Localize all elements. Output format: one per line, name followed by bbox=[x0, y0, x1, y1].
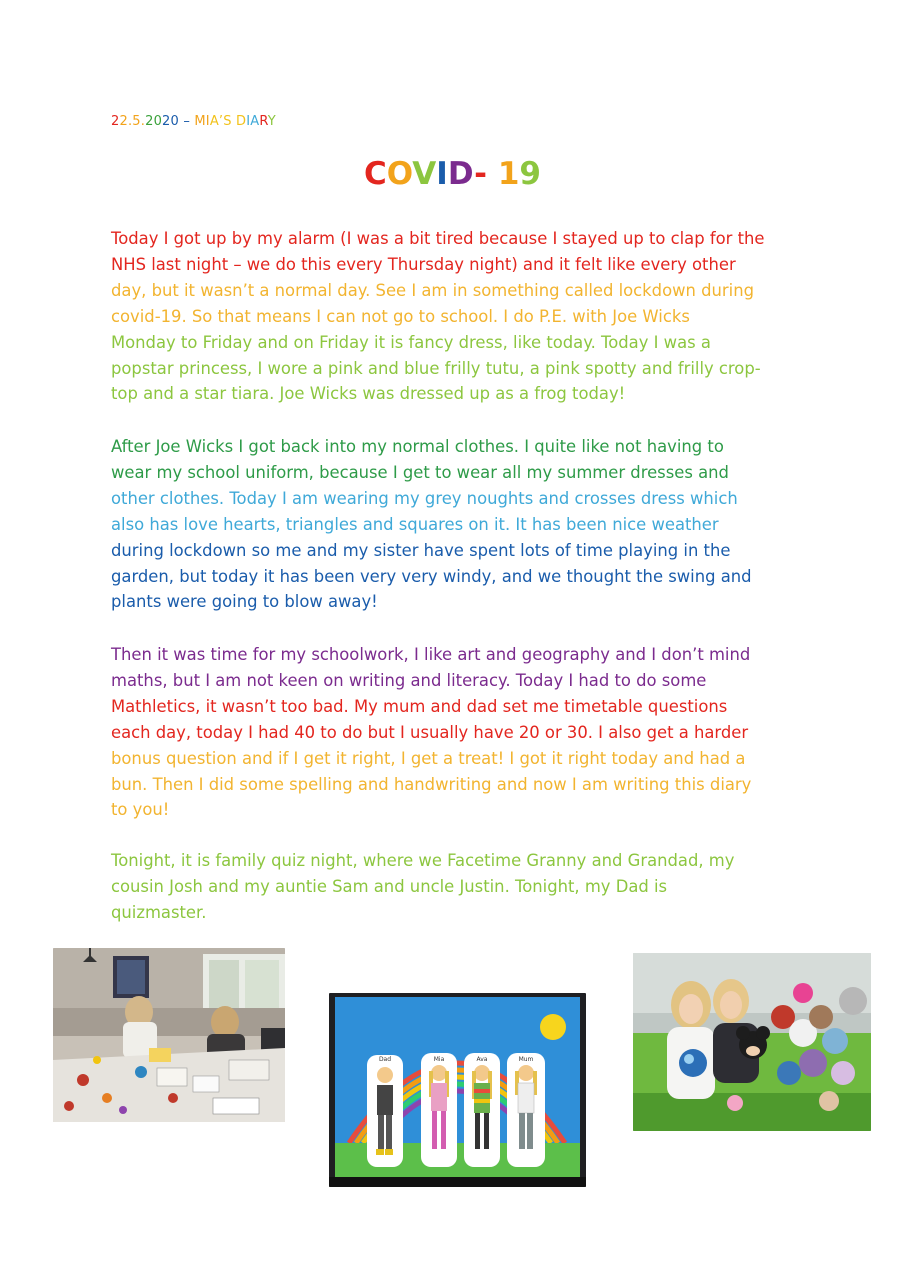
paragraph-line: garden, but today it has been very very windy, and we thought the swing and bbox=[111, 566, 752, 586]
title-letter: V bbox=[412, 156, 437, 192]
paragraph-line: plants were going to blow away! bbox=[111, 592, 378, 612]
paragraph-schoolwork bbox=[111, 642, 801, 823]
paragraph-line: Tonight, it is family quiz night, where we Facetime Granny and Grandad, my bbox=[111, 851, 735, 870]
paragraph-morning bbox=[111, 226, 801, 407]
title-letter: 1 bbox=[497, 156, 520, 192]
paragraph-line: Monday to Friday and on Friday it is fancy dress, like today. Today I was a bbox=[111, 332, 711, 352]
drawing-label: Mia bbox=[433, 1056, 445, 1063]
title-letter: I bbox=[436, 156, 448, 192]
paragraph-line: Today I got up by my alarm (I was a bit tired because I stayed up to clap for the bbox=[111, 229, 765, 248]
header-segment: IA bbox=[246, 114, 260, 129]
diary-date-header bbox=[111, 114, 276, 129]
header-segment: R bbox=[259, 114, 268, 129]
paragraph-line: each day, today I had 40 to do but I usually have 20 or 30. I also get a harder bbox=[111, 722, 749, 742]
paragraph-line: bun. Then I did some spelling and handwriting and now I am writing this diary bbox=[111, 774, 752, 794]
crafts-photo-image bbox=[53, 948, 285, 1122]
title-letter: O bbox=[386, 156, 413, 192]
paragraph-line: After Joe Wicks I got back into my normal clothes. I quite like not having to bbox=[111, 437, 724, 456]
header-segment: 20 – bbox=[162, 114, 195, 129]
title-letter: D bbox=[447, 156, 475, 192]
paragraph-line: popstar princess, I wore a pink and blue frilly tutu, a pink spotty and frilly crop- bbox=[111, 358, 761, 378]
paragraph-clothes bbox=[111, 434, 801, 615]
drawing-label: Dad bbox=[378, 1056, 392, 1063]
paragraph-line: to you! bbox=[111, 800, 170, 820]
title-letter: - bbox=[474, 156, 498, 192]
paragraph-line: wear my school uniform, because I get to wear all my summer dresses and bbox=[111, 462, 729, 482]
paragraph-line: top and a star tiara. Joe Wicks was dressed up as a frog today! bbox=[111, 384, 626, 404]
paragraph-line: also has love hearts, triangles and squares on it. It has been nice weather bbox=[111, 514, 719, 534]
title-letter: 9 bbox=[519, 156, 541, 192]
header-segment: 2.5. bbox=[119, 114, 146, 129]
page-title bbox=[0, 156, 905, 192]
paragraph-line: Then it was time for my schoolwork, I like art and geography and I don’t mind bbox=[111, 645, 751, 664]
rainbow-drawing-image bbox=[329, 993, 586, 1187]
paragraph-line: other clothes. Today I am wearing my grey noughts and crosses dress which bbox=[111, 488, 738, 508]
photo-girls-with-soft-toys bbox=[633, 953, 871, 1131]
photo-family-rainbow-drawing bbox=[329, 993, 586, 1187]
header-segment: MI bbox=[194, 114, 210, 129]
paragraph-line: Mathletics, it wasn’t too bad. My mum and dad set me timetable questions bbox=[111, 696, 728, 716]
header-segment: Y bbox=[267, 114, 276, 129]
paragraph-quiz-night bbox=[111, 848, 801, 926]
drawing-label: Mum bbox=[518, 1056, 534, 1063]
paragraph-line: bonus question and if I get it right, I get a treat! I got it right today and had a bbox=[111, 748, 746, 768]
paragraph-line: covid-19. So that means I can not go to school. I do P.E. with Joe Wicks bbox=[111, 306, 690, 326]
paragraph-line: cousin Josh and my auntie Sam and uncle Justin. Tonight, my Dad is bbox=[111, 876, 668, 896]
header-segment: A’S D bbox=[209, 114, 247, 129]
paragraph-line: maths, but I am not keen on writing and literacy. Today I had to do some bbox=[111, 670, 707, 690]
drawing-label: Ava bbox=[476, 1056, 488, 1063]
paragraph-line: during lockdown so me and my sister have spent lots of time playing in the bbox=[111, 540, 731, 560]
photo-crafts-at-table bbox=[53, 948, 285, 1122]
paragraph-line: day, but it wasn’t a normal day. See I am in something called lockdown during bbox=[111, 280, 754, 300]
header-segment: 20 bbox=[145, 114, 163, 129]
paragraph-line: quizmaster. bbox=[111, 902, 207, 922]
header-segment: 2 bbox=[111, 114, 120, 129]
soft-toys-photo-image bbox=[633, 953, 871, 1131]
paragraph-line: NHS last night – we do this every Thursday night) and it felt like every other bbox=[111, 254, 736, 274]
title-letter: C bbox=[364, 156, 387, 192]
